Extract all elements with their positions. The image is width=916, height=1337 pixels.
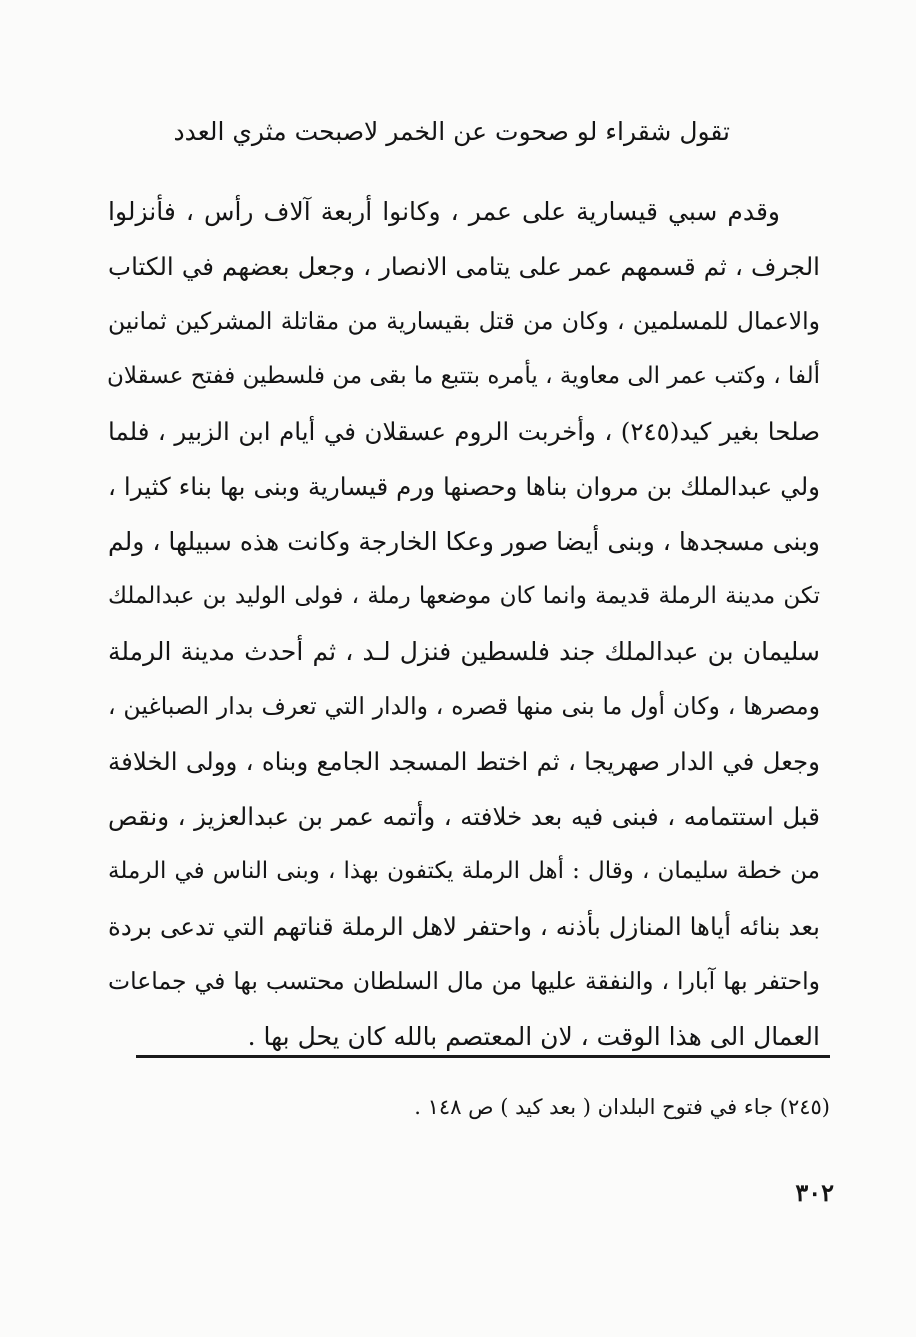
- text-line: من خطة سليمان ، وقال : أهل الرملة يكتفون بهذا ، وبنى الناس في الرملة: [108, 858, 820, 884]
- text-line: صلحا بغير كيد(٢٤٥) ، وأخربت الروم عسقلان في أيام ابن الزبير ، فلما: [108, 417, 821, 446]
- poetry-verse: [170, 116, 730, 147]
- text-line: ولي عبدالملك بن مروان بناها وحصنها ورم قيسارية وبنى بها بناء كثيرا ،: [108, 472, 820, 501]
- text-line: وجعل في الدار صهريجا ، ثم اختط المسجد الجامع وبناه ، وولى الخلافة: [108, 747, 820, 776]
- text-line: والاعمال للمسلمين ، وكان من قتل بقيسارية من مقاتلة المشركين ثمانين: [108, 307, 820, 335]
- text-line: قبل استتمامه ، فبنى فيه بعد خلافته ، وأتمه عمر بن عبدالعزيز ، ونقص: [108, 802, 820, 831]
- text-line: ومصرها ، وكان أول ما بنى منها قصره ، والدار التي تعرف بدار الصباغين ،: [108, 692, 820, 720]
- footnote: (٢٤٥) جاء في فتوح البلدان ( بعد كيد ) ص ١٤٨ .: [414, 1095, 830, 1119]
- text-line: تكن مدينة الرملة قديمة وانما كان موضعها رملة ، فولى الوليد بن عبدالملك: [108, 583, 820, 609]
- text-line: العمال الى هذا الوقت ، لان المعتصم بالله كان يحل بها .: [247, 1022, 820, 1051]
- text-line: وبنى مسجدها ، وبنى أيضا صور وعكا الخارجة وكانت هذه سبيلها ، ولم: [108, 527, 820, 556]
- text-line: وقدم سبي قيسارية على عمر ، وكانوا أربعة آلاف رأس ، فأنزلوا: [108, 197, 780, 226]
- footnote-divider: [136, 1055, 830, 1058]
- main-text: [108, 184, 820, 1064]
- text-line: الجرف ، ثم قسمهم عمر على يتامى الانصار ، وجعل بعضهم في الكتاب: [108, 252, 820, 281]
- text-line: سليمان بن عبدالملك جند فلسطين فنزل لـد ، ثم أحدث مدينة الرملة: [108, 637, 820, 666]
- page-number: ٣٠٢: [795, 1178, 834, 1207]
- text-line: ألفا ، وكتب عمر الى معاوية ، يأمره بتتبع ما بقى من فلسطين ففتح عسقلان: [106, 363, 820, 389]
- text-line: واحتفر بها آبارا ، والنفقة عليها من مال السلطان محتسب بها في جماعات: [108, 967, 820, 995]
- text-line: بعد بنائه أياها المنازل بأذنه ، واحتفر لاهل الرملة قناتهم التي تدعى بردة: [108, 912, 820, 941]
- verse-line: تقول شقراء لو صحوت عن الخمر لاصبحت مثري العدد: [173, 117, 730, 146]
